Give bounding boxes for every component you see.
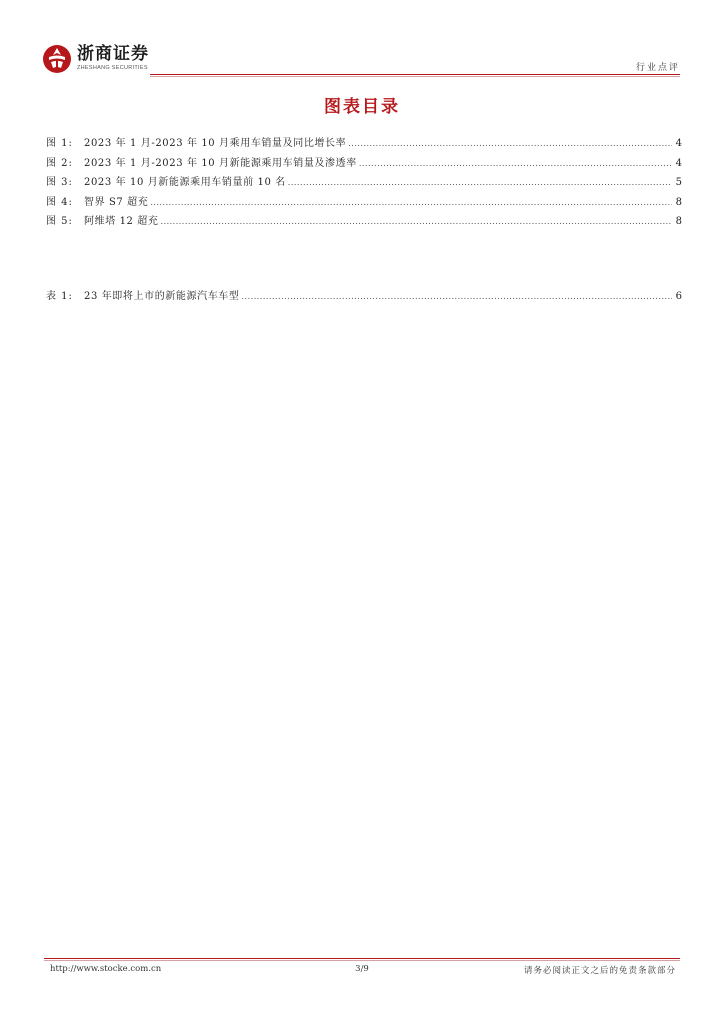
page-footer <box>44 958 680 982</box>
dot-leader <box>348 139 672 148</box>
table-list <box>46 287 682 307</box>
toc-label: 图 4: <box>46 196 73 208</box>
toc-entry-text[interactable]: 23 年即将上市的新能源汽车车型 <box>84 291 240 302</box>
toc-entry-text[interactable]: 阿维塔 12 超充 <box>84 216 159 227</box>
dot-leader <box>150 198 672 207</box>
footer-divider <box>44 958 680 959</box>
toc-row-figure-3[interactable] <box>46 173 682 193</box>
toc-page-number[interactable]: 5 <box>675 177 682 188</box>
toc-title: 图表目录 <box>324 97 400 117</box>
toc-label: 图 3: <box>46 177 73 188</box>
header-divider <box>150 74 680 75</box>
logo-chinese-name: 浙商证券 <box>77 44 149 65</box>
page-header <box>42 40 680 78</box>
toc-row-figure-2[interactable] <box>46 154 682 174</box>
toc-entry-text[interactable]: 2023 年 10 月新能源乘用车销量前 10 名 <box>84 177 286 188</box>
dot-leader <box>242 292 672 301</box>
toc-label: 图 2: <box>46 157 73 169</box>
toc-label: 表 1: <box>46 291 73 302</box>
dot-leader <box>288 178 672 187</box>
toc-entry-text[interactable]: 智界 S7 超充 <box>84 196 149 208</box>
dot-leader <box>160 217 672 226</box>
zheshang-logo-icon <box>42 44 72 74</box>
logo-english-name: ZHESHANG SECURITIES <box>77 65 148 72</box>
company-logo <box>42 44 149 74</box>
toc-page-number[interactable]: 8 <box>675 216 682 227</box>
toc-page-number[interactable]: 6 <box>675 291 682 302</box>
toc-page-number[interactable]: 8 <box>675 196 682 208</box>
toc-entry-text[interactable]: 2023 年 1 月-2023 年 10 月新能源乘用车销量及渗透率 <box>84 157 357 169</box>
toc-entry-text[interactable]: 2023 年 1 月-2023 年 10 月乘用车销量及同比增长率 <box>84 138 347 149</box>
toc-page-number[interactable]: 4 <box>675 138 682 149</box>
dot-leader <box>359 159 672 168</box>
toc-label: 图 5: <box>46 216 73 227</box>
footer-page-number: 3/9 <box>355 964 369 974</box>
toc-row-figure-1[interactable] <box>46 134 682 154</box>
report-type: 行业点评 <box>635 63 680 73</box>
toc-row-figure-4[interactable] <box>46 193 682 213</box>
footer-divider-thin <box>44 960 680 961</box>
figure-list <box>46 134 682 232</box>
footer-website-link[interactable]: http://www.stocke.com.cn <box>50 964 162 974</box>
header-divider-thin <box>150 76 680 77</box>
toc-row-table-1[interactable] <box>46 287 682 307</box>
toc-page-number[interactable]: 4 <box>675 157 682 169</box>
toc-row-figure-5[interactable] <box>46 212 682 232</box>
footer-disclaimer-note: 请务必阅读正文之后的免责条款部分 <box>523 966 676 976</box>
toc-label: 图 1: <box>46 138 73 149</box>
